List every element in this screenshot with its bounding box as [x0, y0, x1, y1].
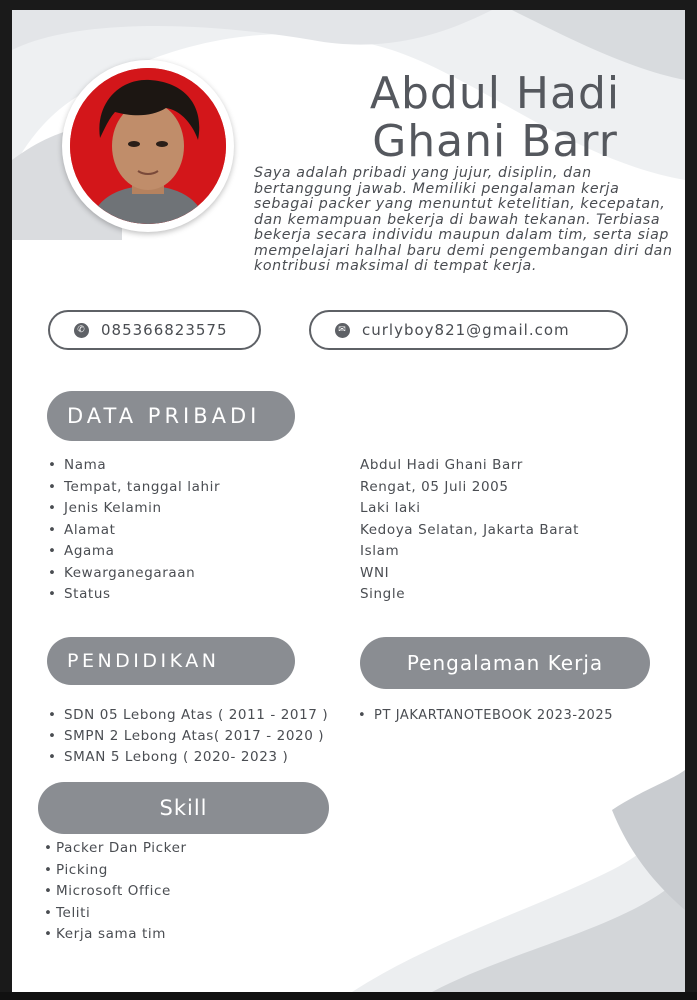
- education-item-smp: • SMPN 2 Lebong Atas( 2017 - 2020 ): [48, 726, 328, 747]
- email-address: curlyboy821@gmail.com: [362, 321, 570, 339]
- name-line-2: Ghani Barr: [372, 116, 618, 167]
- pengalaman-heading: [360, 637, 650, 689]
- mail-icon: ✉: [335, 323, 350, 338]
- skill-item: • Picking: [44, 860, 187, 882]
- pendidikan-heading: [47, 637, 295, 685]
- label-jenis-kelamin: • Jenis Kelamin: [48, 498, 220, 520]
- skill-item: • Kerja sama tim: [44, 924, 187, 946]
- label-nama: • Nama: [48, 455, 220, 477]
- data-pribadi-heading: [47, 391, 295, 441]
- profile-summary: Saya adalah pribadi yang jujur, disiplin, dan bertanggung jawab. Memiliki pengalaman kerja sebagai packer yang menuntut ketelitian, kecepatan, dan kemampuan bekerja di bawah tekanan. Terbiasa bekerja secara individu maupun dalam tim, serta siap mempelajari halhal baru demi pengembangan diri dan kontribusi maksimal di tempat kerja.: [254, 165, 673, 274]
- education-list: [48, 705, 328, 768]
- label-agama: • Agama: [48, 541, 220, 563]
- pengalaman-title: Pengalaman Kerja: [406, 651, 604, 675]
- phone-contact[interactable]: [48, 310, 261, 350]
- personal-values: [360, 455, 579, 606]
- value-status: Single: [360, 586, 406, 602]
- skill-item: • Teliti: [44, 903, 187, 925]
- education-item-sma: • SMAN 5 Lebong ( 2020- 2023 ): [48, 747, 328, 768]
- email-contact[interactable]: [309, 310, 628, 350]
- phone-number: 085366823575: [101, 321, 228, 339]
- label-kewarganegaraan: • Kewarganegaraan: [48, 563, 220, 585]
- value-jenis-kelamin: Laki laki: [360, 500, 421, 516]
- value-kewarganegaraan: WNI: [360, 564, 390, 581]
- experience-list: [358, 705, 613, 726]
- skill-title: Skill: [159, 796, 208, 820]
- education-item-sd: • SDN 05 Lebong Atas ( 2011 - 2017 ): [48, 705, 328, 726]
- skill-item: • Microsoft Office: [44, 881, 187, 903]
- value-ttl: Rengat, 05 Juli 2005: [360, 478, 509, 495]
- portrait-illustration: [70, 68, 226, 224]
- value-nama: Abdul Hadi Ghani Barr: [360, 457, 523, 473]
- bottom-edge: [0, 992, 697, 1000]
- full-name: [330, 70, 660, 166]
- value-alamat: Kedoya Selatan, Jakarta Barat: [360, 521, 580, 538]
- label-ttl: • Tempat, tanggal lahir: [48, 477, 220, 499]
- phone-icon: ✆: [74, 323, 89, 338]
- profile-photo-frame: [62, 60, 234, 232]
- label-status: • Status: [48, 584, 220, 606]
- name-line-1: Abdul Hadi: [369, 68, 621, 119]
- experience-item: • PT JAKARTANOTEBOOK 2023-2025: [358, 705, 613, 726]
- pendidikan-title: PENDIDIKAN: [67, 650, 220, 672]
- personal-labels: [48, 455, 220, 606]
- skill-item: • Packer Dan Picker: [44, 838, 187, 860]
- data-pribadi-title: DATA PRIBADI: [67, 404, 261, 428]
- profile-photo: [70, 68, 226, 224]
- label-alamat: • Alamat: [48, 520, 220, 542]
- cv-page: [12, 10, 685, 992]
- value-agama: Islam: [360, 543, 400, 559]
- skill-list: [44, 838, 187, 946]
- skill-heading: [38, 782, 329, 834]
